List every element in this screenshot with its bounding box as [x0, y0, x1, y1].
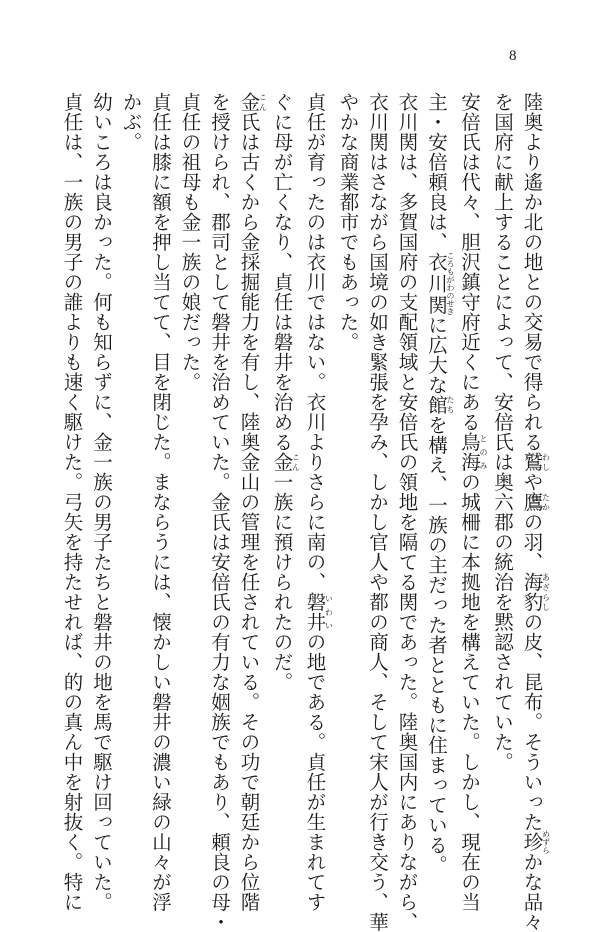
- ruby-kon-1: 金こん: [270, 452, 301, 472]
- ruby-kon-2: 金こん: [237, 92, 268, 112]
- text-line-4: 主・安倍頼良は、衣川関ころもがわのせきに広大な館たちを構え、一族の主だった者とともに住まっている。: [425, 92, 455, 875]
- text-line-1: 陸奥より遙か北の地との交易で得られる鷲わしや鷹たかの羽、海豹あざらしの皮、昆布。そういった珍めずらかな品々: [520, 92, 551, 932]
- text-line-13: 貞任は膝に額を押し当てて、目を閉じた。まならうには、懐かしい磐井の濃い緑の山々が浮: [149, 92, 172, 912]
- text-line-3: 安倍氏は代々、胆沢鎮守府近くにある鳥海とのみの城柵に本拠地を構えていた。しかし、現在の当: [458, 92, 488, 912]
- ruby-taka: 鷹たか: [520, 492, 551, 512]
- text-line-5: 衣川関は、多賀国府の支配領域と安倍氏の領地を隔てる関であった。陸奥国内にありながら、: [395, 92, 419, 932]
- ruby-koromogawanoseki: 衣川関ころもがわのせき: [425, 251, 455, 316]
- text-line-12: 貞任の祖母も金一族の娘だった。: [178, 92, 202, 392]
- ruby-washi: 鷲わし: [520, 452, 551, 472]
- ruby-mezura: 珍めずら: [520, 830, 551, 854]
- text-line-10: 金こん氏は古くから金採掘能力を有し、陸奥金山の管理を任されている。その功で朝廷から位階: [237, 92, 268, 912]
- text-line-9: ぐに母が亡くなり、貞任は磐井を治める金こん一族に預けられたのだ。: [270, 92, 301, 692]
- ruby-tachi: 館たち: [425, 394, 455, 415]
- text-line-14: かぶ。: [119, 92, 143, 152]
- text-line-7: やかな商業都市でもあった。: [336, 92, 360, 352]
- ruby-iwai: 磐井いわい: [303, 592, 334, 632]
- text-line-6: 衣川関はさながら国境の如き緊張を孕み、しかし官人や都の商人、そして宋人が行き交う、華: [366, 92, 389, 932]
- text-line-15: 幼いころは良かった。何も知らずに、金一族の男子たちと磐井の地を馬で駆け回っていた。: [90, 92, 113, 912]
- page-number: 8: [509, 48, 517, 64]
- text-line-8: 貞任が育ったのは衣川ではない。衣川よりさらに南の、磐井いわいの地である。貞任が生まれてす: [303, 92, 334, 912]
- vertical-text-body: [60, 92, 551, 932]
- ruby-azarashi: 海豹あざらし: [520, 572, 551, 612]
- text-line-16: 貞任は、一族の男子の誰よりも速く駆けた。弓矢を持たせれば、的の真ん中を射抜く。特に: [60, 92, 84, 912]
- text-line-2: を国府に献上することによって、安倍氏は奥六郡の統治を黙認されていた。: [491, 92, 514, 772]
- ruby-toumi: 鳥海とのみ: [458, 432, 488, 472]
- text-line-11: を授けられ、郡司として磐井を治めていた。金氏は安倍氏の有力な姻族でもあり、頼良の母・: [208, 92, 231, 932]
